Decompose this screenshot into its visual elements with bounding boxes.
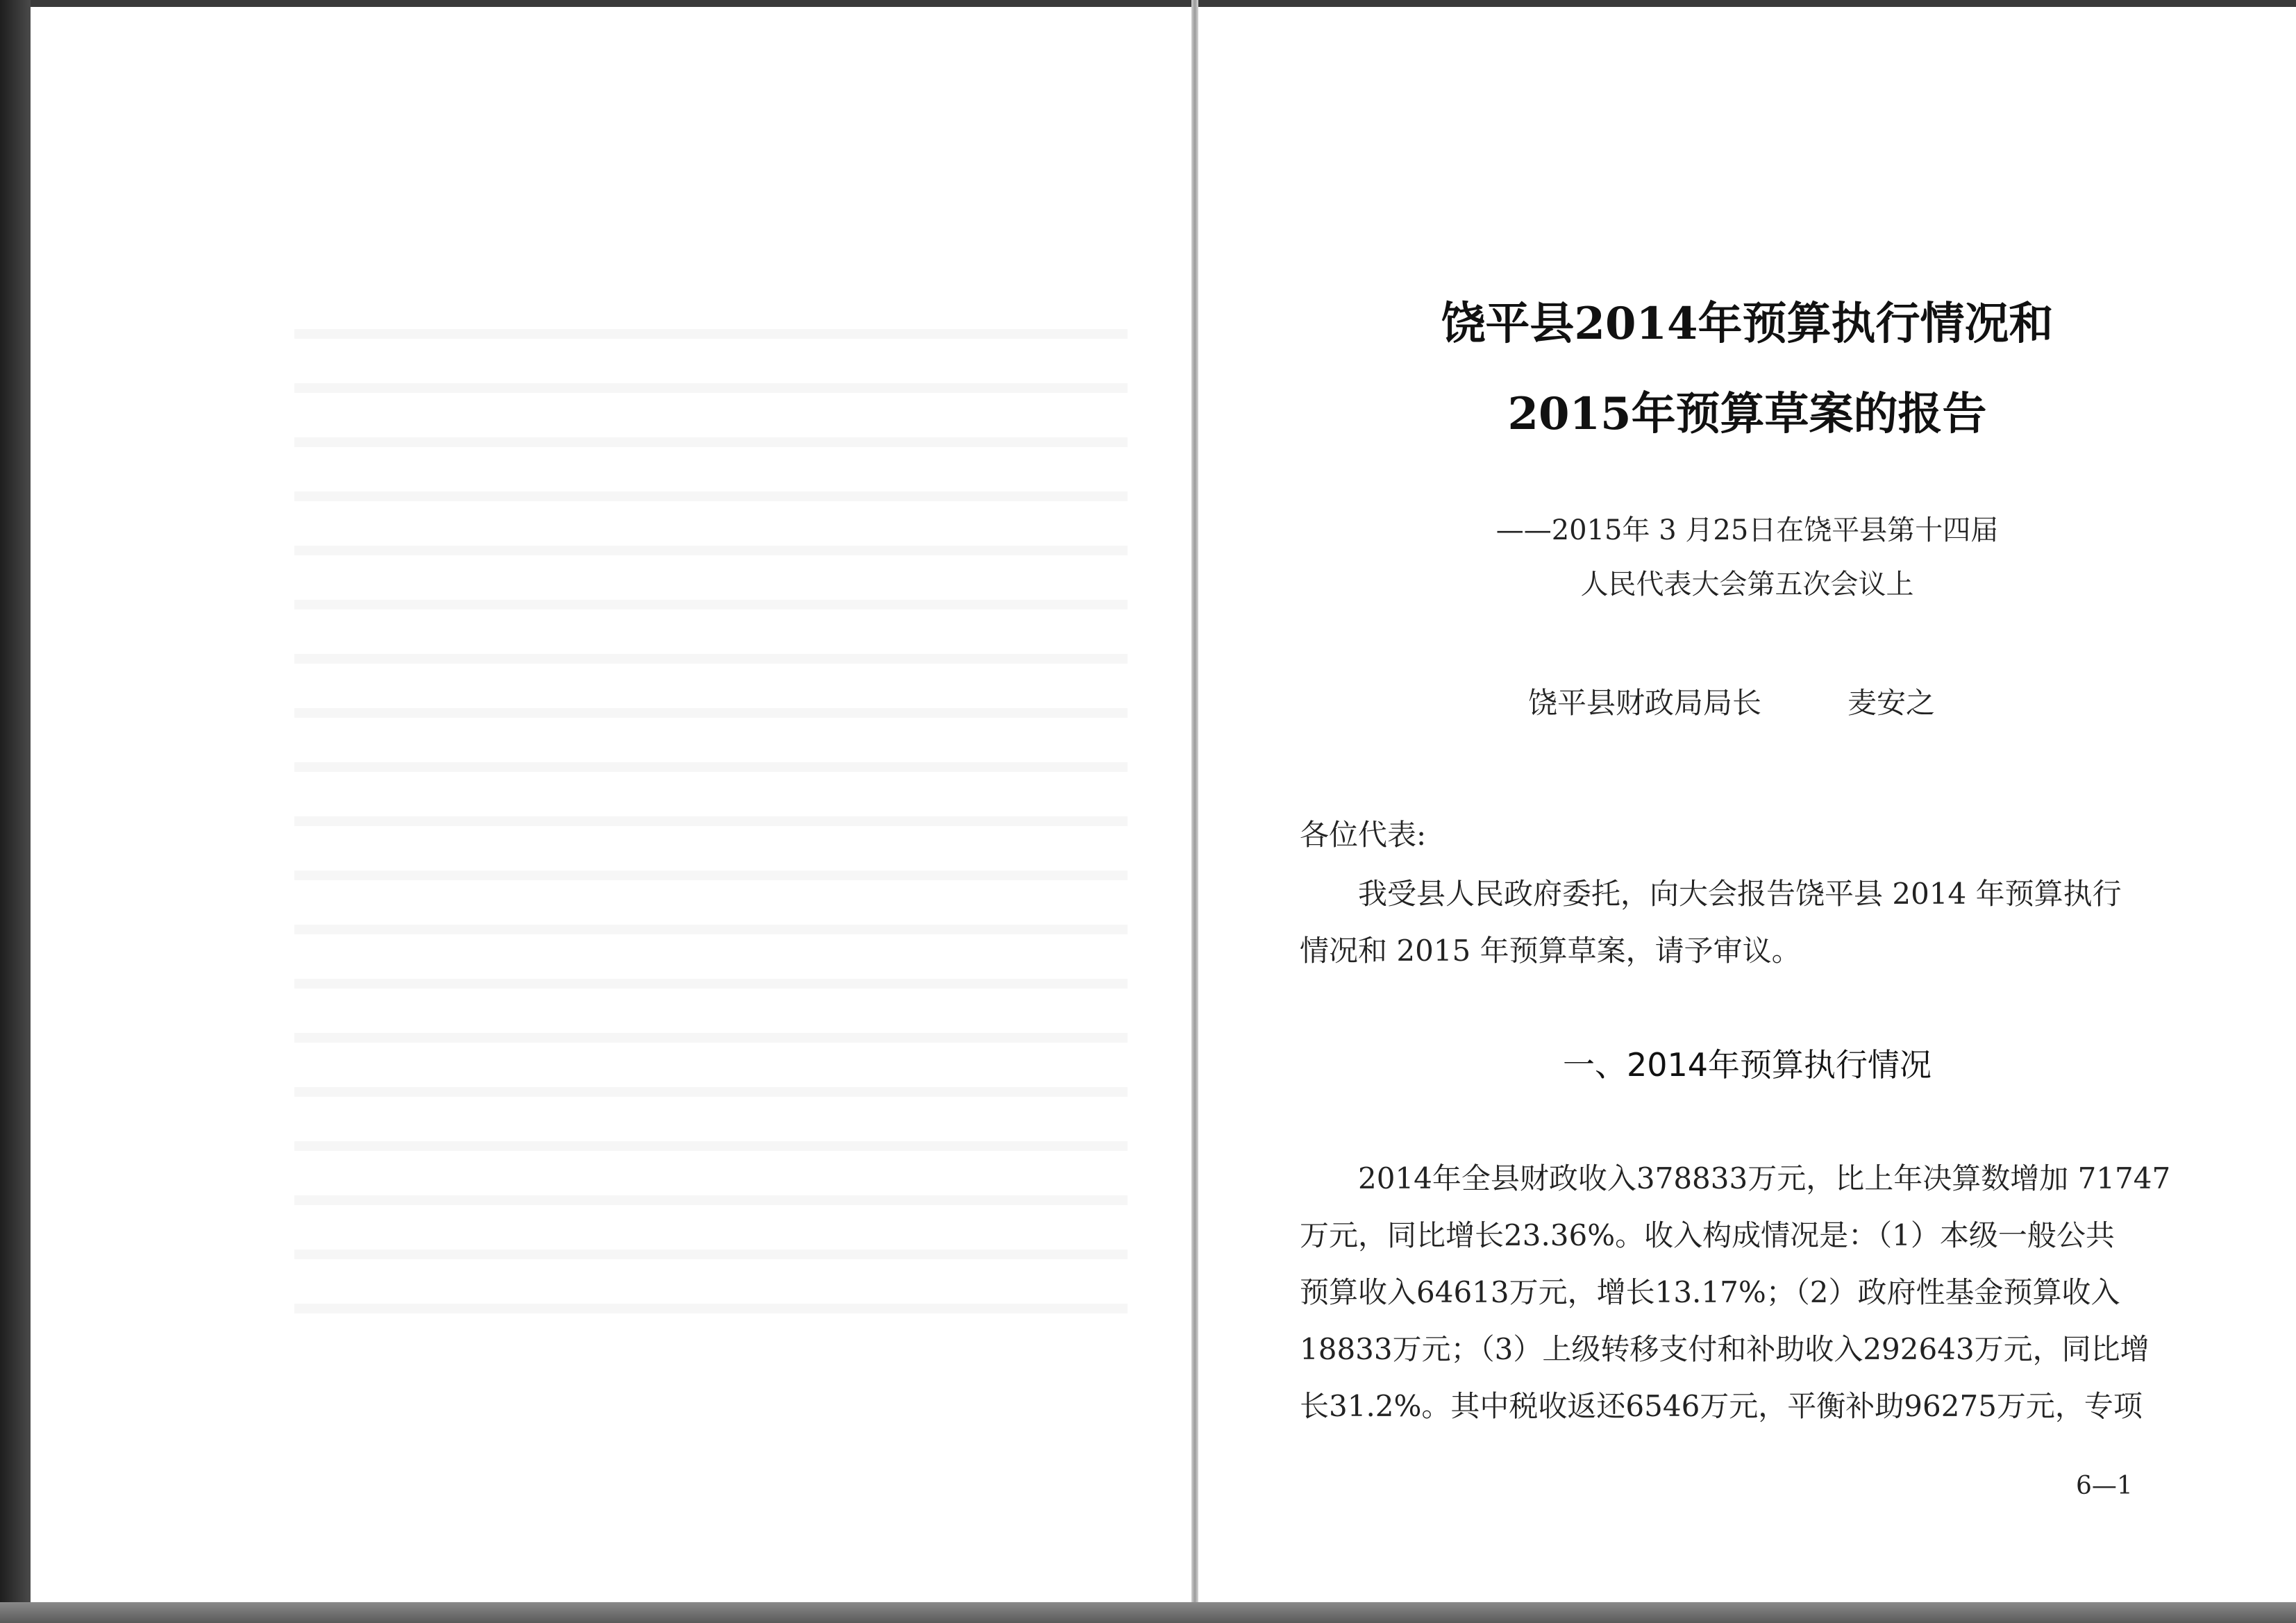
- paragraph-line: 长31.2%。其中税收返还6546万元，平衡补助96275万元，专项: [1300, 1389, 2143, 1423]
- paragraph-line: 我受县人民政府委托，向大会报告饶平县 2014 年预算执行: [1358, 877, 2122, 911]
- page-gutter: [1191, 0, 1198, 1602]
- paragraph-line: 预算收入64613万元，增长13.17%；（2）政府性基金预算收入: [1300, 1275, 2120, 1309]
- section-heading: 一、2014年预算执行情况: [1562, 1046, 1932, 1084]
- paragraph-line: 18833万元；（3）上级转移支付和补助收入292643万元，同比增: [1300, 1332, 2150, 1366]
- report-title-line-2: 2015年预算草案的报告: [1507, 388, 1987, 440]
- intro-paragraph: [1300, 866, 2195, 979]
- report-title-line-1: 饶平县2014年预算执行情况和: [1441, 298, 2054, 350]
- page-number: 6—1: [2076, 1472, 2133, 1500]
- body-paragraph: [1300, 1150, 2195, 1435]
- salutation: 各位代表:: [1300, 818, 1427, 852]
- scan-edge: [0, 0, 31, 1623]
- right-page: [1198, 7, 2296, 1602]
- paragraph-line: 2014年全县财政收入378833万元，比上年决算数增加 71747: [1358, 1161, 2171, 1195]
- report-subtitle-line-2: 人民代表大会第五次会议上: [1580, 569, 1914, 600]
- scan-edge-bottom: [0, 1602, 2296, 1623]
- author-role: 饶平县财政局局长: [1528, 686, 1762, 720]
- paragraph-line: 情况和 2015 年预算草案，请予审议。: [1300, 934, 1801, 968]
- bleed-through-texture: [294, 285, 1128, 1326]
- author-name: 麦安之: [1847, 686, 1936, 720]
- paragraph-line: 万元，同比增长23.36%。收入构成情况是：（1）本级一般公共: [1300, 1218, 2115, 1252]
- left-page-blank: [31, 7, 1191, 1602]
- report-subtitle-line-1: ——2015年 3 月25日在饶平县第十四届: [1495, 514, 1999, 546]
